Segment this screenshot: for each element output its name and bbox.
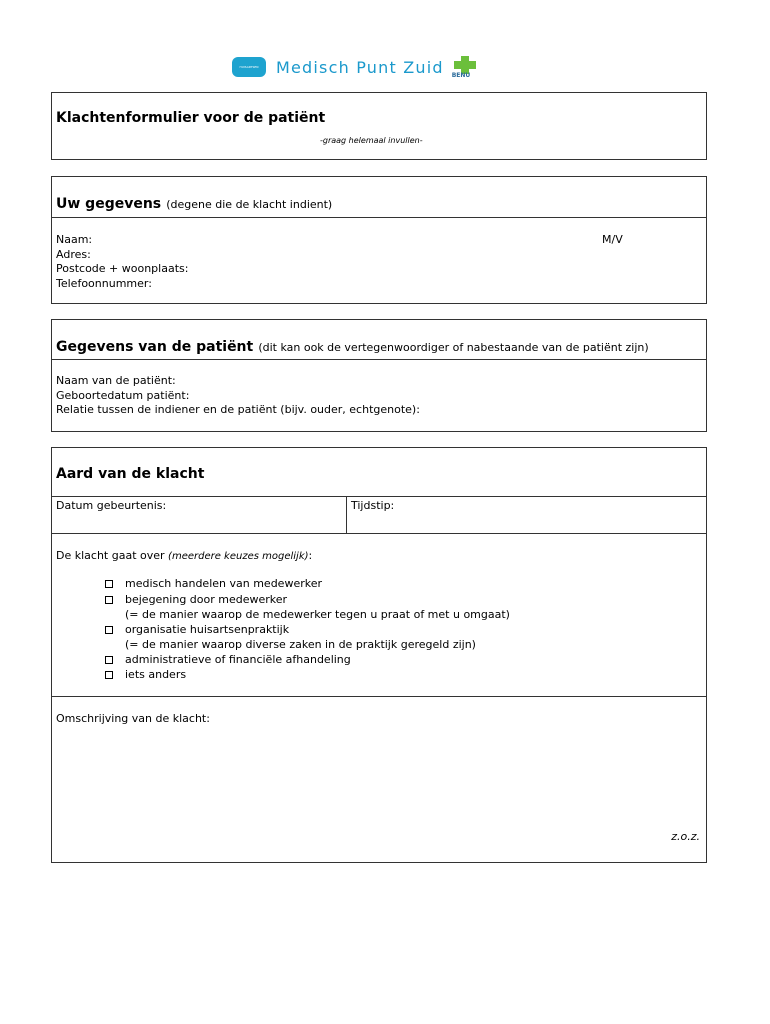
- section-title: Aard van de klacht: [56, 466, 205, 482]
- about-note: (meerdere keuzes mogelijk): [168, 551, 309, 562]
- field-description[interactable]: Omschrijving van de klacht:: [56, 712, 210, 725]
- section-your-details: [51, 176, 707, 304]
- form-title: Klachtenformulier voor de patiënt: [56, 110, 326, 126]
- benu-logo: [452, 54, 478, 80]
- option-explanation: (= de manier waarop diverse zaken in de praktijk geregeld zijn): [125, 638, 476, 651]
- option-organisation[interactable]: [105, 623, 702, 639]
- about-colon: :: [308, 549, 313, 562]
- section-complaint-header: [52, 448, 706, 496]
- checkbox-icon[interactable]: [105, 593, 125, 609]
- section-title: Gegevens van de patiënt: [56, 339, 254, 355]
- field-name[interactable]: Naam:: [56, 233, 93, 246]
- form-title-box: [51, 92, 707, 160]
- option-label: iets anders: [125, 668, 187, 681]
- field-address[interactable]: Adres:: [56, 247, 91, 261]
- field-patient-name[interactable]: Naam van de patiënt:: [56, 374, 176, 387]
- logo-badge-text: HUISARTSEN: [239, 65, 259, 69]
- section-note: (dit kan ook de vertegenwoordiger of nabestaande van de patiënt zijn): [258, 341, 649, 354]
- field-event-time[interactable]: Tijdstip:: [351, 499, 395, 512]
- practice-logo: [232, 57, 266, 77]
- section-note: (degene die de klacht indient): [166, 198, 333, 211]
- section-title: Uw gegevens: [56, 196, 162, 212]
- option-medical[interactable]: [105, 577, 702, 593]
- see-reverse-note: z.o.z.: [671, 830, 700, 843]
- benu-label: BENU: [451, 72, 471, 79]
- section-your-details-header: [52, 177, 706, 217]
- field-gender[interactable]: M/V: [602, 233, 623, 246]
- complaint-options: [56, 577, 702, 684]
- field-postcode-city[interactable]: Postcode + woonplaats:: [56, 262, 189, 275]
- option-label: administratieve of financiële afhandeling: [125, 652, 351, 666]
- indent-spacer: [105, 608, 125, 623]
- field-event-date[interactable]: Datum gebeurtenis:: [52, 497, 347, 533]
- checkbox-icon[interactable]: [105, 577, 125, 593]
- section-patient-header: [52, 320, 706, 359]
- option-label: medisch handelen van medewerker: [125, 577, 323, 590]
- complaint-about-intro: [56, 549, 702, 562]
- complaint-about: [52, 533, 706, 696]
- option-explanation: (= de manier waarop de medewerker tegen u praat of met u omgaat): [125, 608, 510, 621]
- checkbox-icon[interactable]: [105, 653, 125, 669]
- form-subtitle: -graag helemaal invullen-: [320, 136, 423, 145]
- complaint-date-row: [52, 496, 706, 533]
- page-header: [232, 54, 478, 80]
- field-patient-birthdate[interactable]: Geboortedatum patiënt:: [56, 388, 190, 402]
- option-treatment-explanation: [105, 608, 702, 623]
- option-label: bejegening door medewerker: [125, 592, 288, 606]
- option-financial[interactable]: [105, 653, 702, 669]
- section-patient-fields: [52, 359, 706, 431]
- complaint-description: [52, 696, 706, 862]
- brand-name: Medisch Punt Zuid: [276, 57, 444, 77]
- checkbox-icon[interactable]: [105, 623, 125, 639]
- section-your-details-fields: [52, 217, 706, 303]
- checkbox-icon[interactable]: [105, 668, 125, 684]
- field-phone[interactable]: Telefoonnummer:: [56, 276, 152, 290]
- option-organisation-explanation: [105, 638, 702, 653]
- option-treatment[interactable]: [105, 593, 702, 609]
- indent-spacer: [105, 638, 125, 653]
- section-patient-details: [51, 319, 707, 432]
- option-label: organisatie huisartsenpraktijk: [125, 622, 290, 636]
- section-complaint: [51, 447, 707, 863]
- about-label: De klacht gaat over: [56, 549, 165, 562]
- option-other[interactable]: [105, 668, 702, 684]
- field-relation[interactable]: Relatie tussen de indiener en de patiënt (bijv. ouder, echtgenote):: [56, 403, 420, 416]
